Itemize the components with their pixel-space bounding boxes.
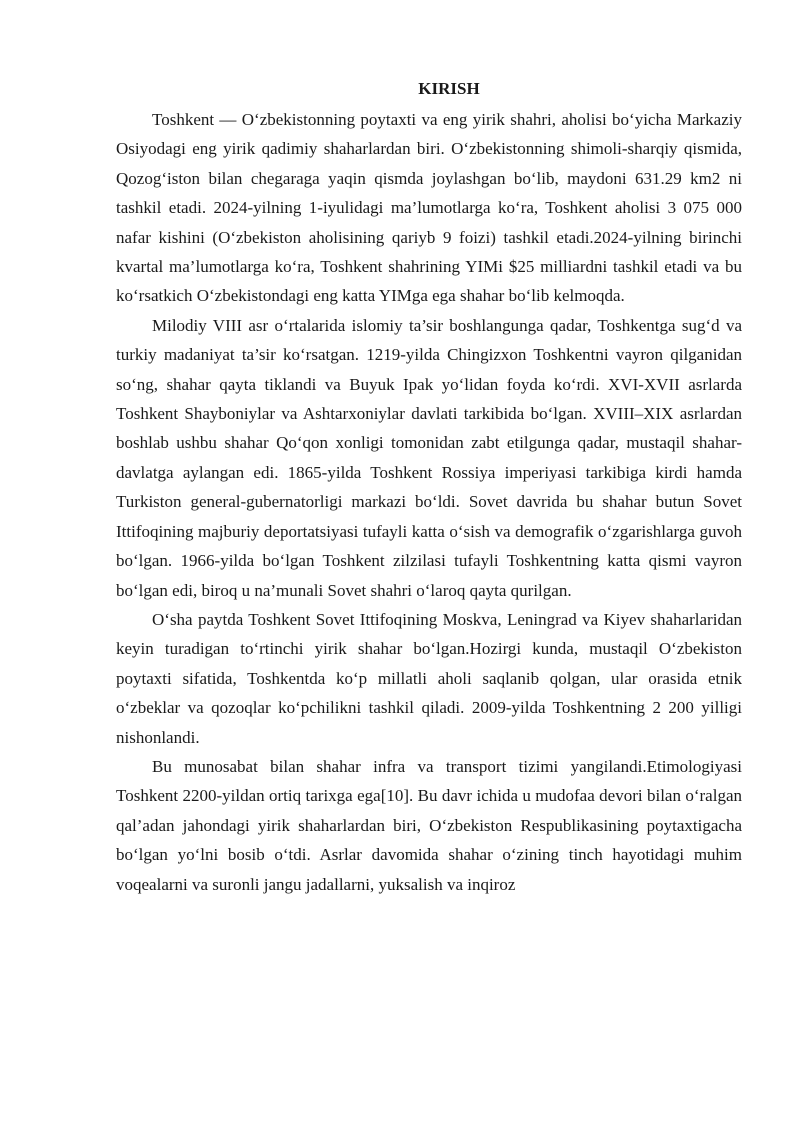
- paragraph-etymology: Bu munosabat bilan shahar infra va transport tizimi yangilandi.Etimologiyasi Toshkent 2200-yildan ortiq tarixga ega[10]. Bu davr ichida u mudofaa devori bilan o‘ralgan qal’adan jahondagi yirik shaharlardan biri, O‘zbekiston Respublikasining poytaxtigacha bo‘lgan yo‘lni bosib o‘tdi. Asrlar davomida shahar o‘zining tinch hayotidagi muhim voqealarni va suronli jangu jadallarni, yuksalish va inqiroz: [116, 756, 742, 894]
- section-heading: KIRISH: [418, 79, 480, 98]
- paragraph-history: Milodiy VIII asr o‘rtalarida islomiy ta’sir boshlangunga qadar, Toshkentga sug‘d va turkiy madaniyat ta’sir ko‘rsatgan. 1219-yilda Chingizxon Toshkentni vayron qilganidan so‘ng, shahar qayta tiklandi va Buyuk Ipak yo‘lidan foyda ko‘rdi. XVI-XVII asrlarda Toshkent Shayboniylar va Ashtarxoniylar davlati tarkibida bo‘lgan. XVIII–XIX asrlardan boshlab ushbu shahar Qo‘qon xonligi tomonidan zabt etilgunga qadar, mustaqil shahar-davlatga aylangan edi. 1865-yilda Toshkent Rossiya imperiyasi tarkibiga kirdi hamda Turkiston general-gubernatorligi markazi bo‘ldi. Sovet davrida bu shahar butun Sovet Ittifoqining majburiy deportatsiyasi tufayli katta o‘sish va demografik o‘zgarishlarga guvoh bo‘lgan. 1966-yilda bo‘lgan Toshkent zilzilasi tufayli Toshkentning katta qismi vayron bo‘lgan edi, biroq u na’munali Sovet shahri o‘laroq qayta qurilgan.: [116, 315, 742, 600]
- document-body: [116, 74, 742, 899]
- paragraph-intro: Toshkent — O‘zbekistonning poytaxti va eng yirik shahri, aholisi bo‘yicha Markaziy Osiyodagi eng yirik qadimiy shaharlardan biri. O‘zbekistonning shimoli-sharqiy qismida, Qozog‘iston bilan chegaraga yaqin qismda joylashgan bo‘lib, maydoni 631.29 km2 ni tashkil etadi. 2024-yilning 1-iyulidagi ma’lumotlarga ko‘ra, Toshkent aholisi 3 075 000 nafar kishini (O‘zbekiston aholisining qariyb 9 foizi) tashkil etadi.2024-yilning birinchi kvartal ma’lumotlarga ko‘ra, Toshkent shahrining YIMi $25 milliardni tashkil etadi va bu ko‘rsatkich O‘zbekistondagi eng katta YIMga ega shahar bo‘lib kelmoqda.: [116, 110, 742, 306]
- paragraph-soviet-era: O‘sha paytda Toshkent Sovet Ittifoqining Moskva, Leningrad va Kiyev shaharlaridan keyin turadigan to‘rtinchi yirik shahar bo‘lgan.Hozirgi kunda, mustaqil O‘zbekiston poytaxti sifatida, Toshkentda ko‘p millatli aholi saqlanib qolgan, ular orasida etnik o‘zbeklar va qozoqlar ko‘pchilikni tashkil qiladi. 2009-yilda Toshkentning 2 200 yilligi nishonlandi.: [116, 609, 742, 747]
